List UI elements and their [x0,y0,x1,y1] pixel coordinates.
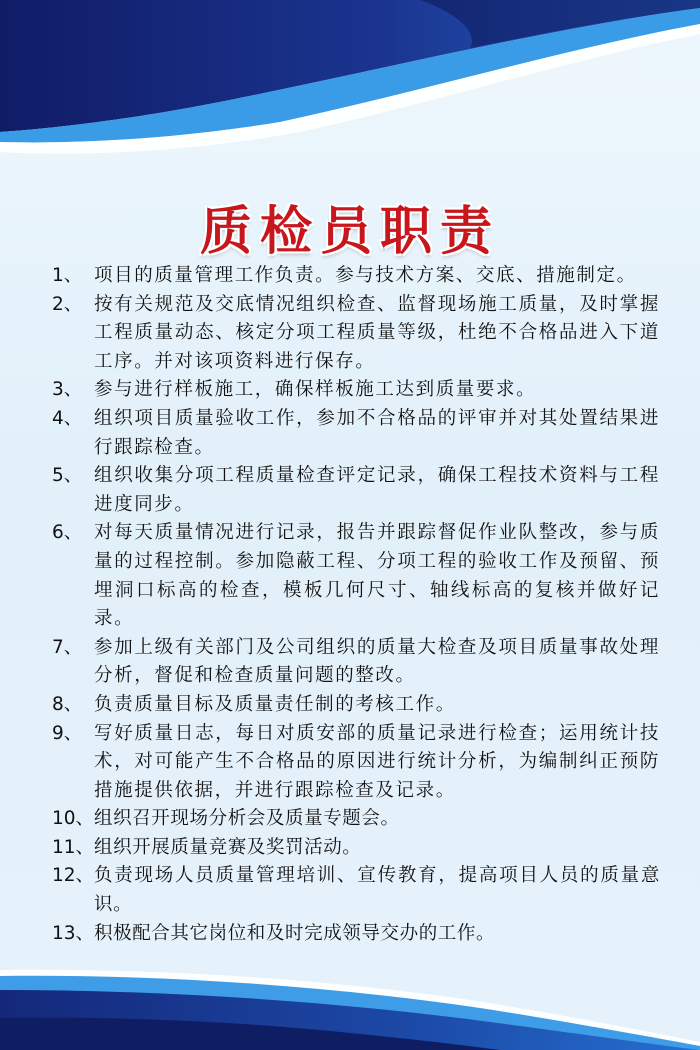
item-text: 参与进行样板施工，确保样板施工达到质量要求。 [94,379,537,401]
item-number: 3、 [52,379,83,401]
duty-list [52,262,660,948]
list-item [52,519,660,633]
page-title: 质检员职责 [199,201,500,262]
item-text: 组织项目质量验收工作，参加不合格品的评审并对其处置结果进行跟踪检查。 [94,407,660,458]
item-text: 按有关规范及交底情况组织检查、监督现场施工质量，及时掌握工程质量动态、核定分项工程质量等级，杜绝不合格品进入下道工序。并对该项资料进行保存。 [94,293,660,372]
bottom-wave-decoration [0,960,700,1050]
list-item [52,862,660,919]
item-text: 积极配合其它岗位和及时完成领导交办的工作。 [94,922,496,944]
list-item [52,291,660,377]
item-number: 8、 [52,693,83,715]
item-text: 组织召开现场分析会及质量专题会。 [94,808,400,830]
list-item [52,691,660,720]
item-number: 9、 [52,722,83,744]
item-text: 负责质量目标及质量责任制的考核工作。 [94,693,456,715]
list-item [52,462,660,519]
item-text: 项目的质量管理工作负责。参与技术方案、交底、措施制定。 [94,265,637,286]
list-item [52,405,660,462]
list-item [52,262,660,291]
item-number: 7、 [52,636,83,658]
item-number: 2、 [52,293,83,315]
item-text: 对每天质量情况进行记录，报告并跟踪督促作业队整改，参与质量的过程控制。参加隐蔽工程、分项工程的验收工作及预留、预埋洞口标高的检查，模板几何尺寸、轴线标高的复核并做好记录。 [94,522,660,630]
item-number: 6、 [52,522,83,544]
list-item [52,720,660,806]
item-text: 组织开展质量竞赛及奖罚活动。 [94,836,362,858]
item-number: 11、 [52,836,95,858]
item-text: 参加上级有关部门及公司组织的质量大检查及项目质量事故处理分析，督促和检查质量问题的整改。 [94,636,660,687]
list-item [52,834,660,863]
list-item [52,376,660,405]
item-number: 4、 [52,407,83,429]
item-number: 12、 [52,865,95,887]
list-item [52,920,660,949]
list-item [52,634,660,691]
item-number: 1、 [52,265,83,286]
item-number: 13、 [52,922,95,944]
top-wave-decoration [0,0,700,160]
item-number: 5、 [52,465,83,487]
item-text: 写好质量日志，每日对质安部的质量记录进行检查；运用统计技术，对可能产生不合格品的原因进行统计分析，为编制纠正预防措施提供依据，并进行跟踪检查及记录。 [94,722,660,801]
item-number: 10、 [52,808,95,830]
item-text: 负责现场人员质量管理培训、宣传教育，提高项目人员的质量意识。 [94,865,660,916]
item-text: 组织收集分项工程质量检查评定记录，确保工程技术资料与工程进度同步。 [94,465,660,515]
list-item [52,805,660,834]
